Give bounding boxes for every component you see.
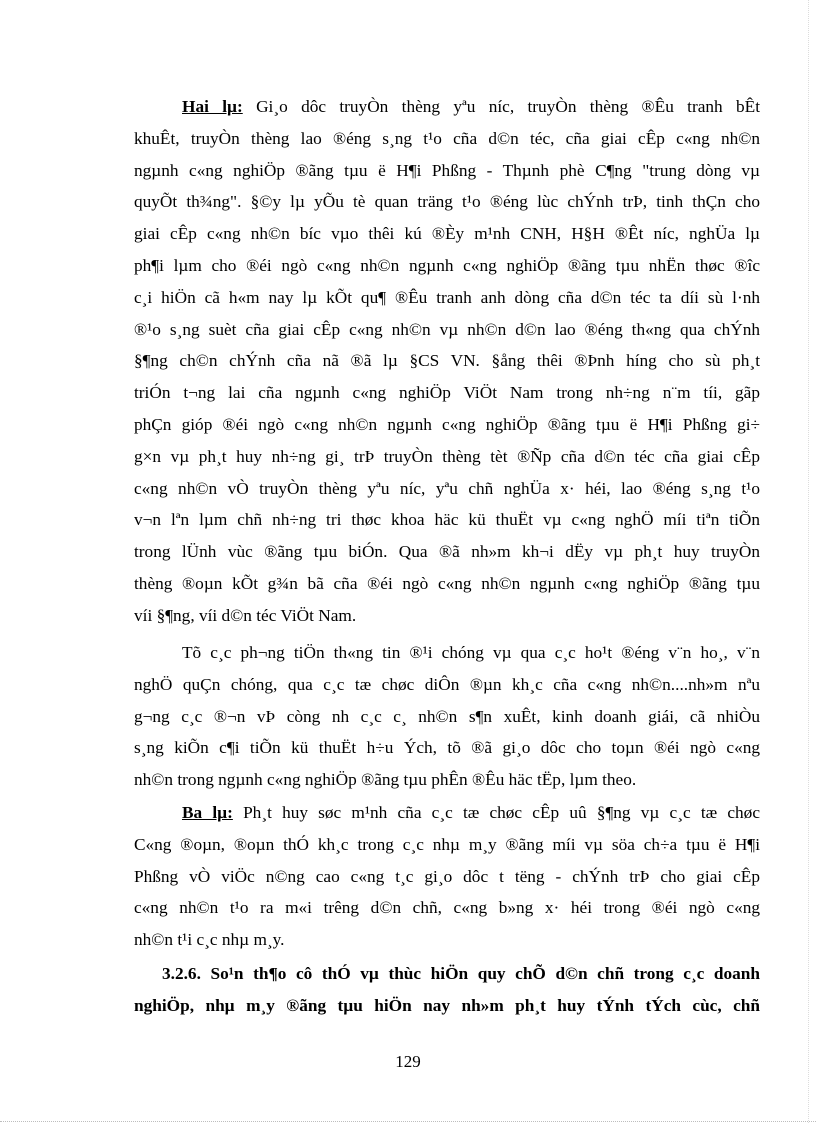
paragraph-line: c«ng nh©n vÒ truyÒn thèng yªu níc, yªu chñ nghÜa x· héi, lao ®éng s¸ng t¹o: [134, 478, 760, 498]
paragraph-line: ngµnh c«ng nghiÖp ®ãng tµu ë H¶i Phßng - Thµnh phè C¶ng "trung dòng vµ: [134, 160, 760, 180]
line-text: Gi¸o dôc truyÒn thèng yªu níc, truyÒn thèng ®Êu tranh bÊt: [242, 97, 760, 116]
paragraph-line: khuÊt, truyÒn thèng lao ®éng s¸ng t¹o cña d©n téc, cña giai cÊp c«ng nh©n: [134, 128, 760, 148]
lead-label: Hai lµ:: [182, 97, 243, 116]
paragraph-line: §¶ng ch©n chÝnh cña nã ®ã lµ §CS VN. §ång thêi ®Þnh híng cho sù ph¸t: [134, 351, 760, 371]
paragraph-line: [134, 91, 760, 123]
section-heading: [134, 958, 760, 1022]
paragraph-line: s¸ng kiÕn c¶i tiÕn kü thuËt h÷u Ých, tõ ®ã gi¸o dôc cho toµn ®éi ngò c«ng: [134, 738, 760, 758]
paragraph-line: quyÕt th¾ng". §©y lµ yÕu tè quan träng t¹o ®éng lùc chÝnh trÞ, tinh thÇn cho: [134, 192, 760, 212]
line-text: Ph¸t huy søc m¹nh cña c¸c tæ chøc cÊp uû §¶ng vµ c¸c tæ chøc: [232, 803, 760, 822]
paragraph-line: Phßng vÒ viÖc n©ng cao c«ng t¸c gi¸o dôc t tëng - chÝnh trÞ cho giai cÊp: [134, 866, 760, 886]
paragraph-hai-la: [134, 91, 760, 632]
page-right-divider: [808, 0, 809, 1123]
paragraph-ba-la: [134, 797, 760, 956]
paragraph-line: ph¶i lµm cho ®éi ngò c«ng nh©n ngµnh c«ng nghiÖp ®ãng tµu nhËn thøc ®îc: [134, 255, 760, 275]
paragraph-line: Tõ c¸c ph¬ng tiÖn th«ng tin ®¹i chóng vµ qua c¸c ho¹t ®éng v¨n ho¸, v¨n: [182, 643, 760, 662]
paragraph-line: g×n vµ ph¸t huy nh÷ng gi¸ trÞ truyÒn thèng tèt ®Ñp cña d©n téc cña giai cÊp: [134, 446, 760, 466]
paragraph-media: [134, 637, 760, 796]
paragraph-line: phÇn gióp ®éi ngò c«ng nh©n ngµnh c«ng nghiÖp ®ãng tµu ë H¶i Phßng gi÷: [134, 414, 760, 434]
paragraph-line: g¬ng c¸c ®¬n vÞ còng nh c¸c c¸ nh©n s¶n xuÊt, kinh doanh giái, cã nhiÒu: [134, 706, 760, 726]
paragraph-line: nh©n trong ngµnh c«ng nghiÖp ®ãng tµu phÊn ®Êu häc tËp, lµm theo.: [134, 770, 637, 790]
paragraph-line: [134, 797, 760, 829]
paragraph-line: giai cÊp c«ng nh©n bíc vµo thêi kú ®Èy m¹nh CNH, H§H ®Êt níc, nghÜa lµ: [134, 224, 760, 244]
paragraph-line: thèng ®oµn kÕt g¾n bã cña ®éi ngò c«ng nh©n ngµnh c«ng nghiÖp ®ãng tµu: [134, 573, 760, 593]
paragraph-line: nghÖ quÇn chóng, qua c¸c tæ chøc diÔn ®µn kh¸c cña c«ng nh©n....nh»m nªu: [134, 674, 760, 694]
paragraph-line: C«ng ®oµn, ®oµn thÓ kh¸c trong c¸c nhµ m¸y ®ãng míi vµ söa ch÷a tµu ë H¶i: [134, 834, 760, 854]
heading-line: nghiÖp, nhµ m¸y ®ãng tµu hiÖn nay nh»m ph¸t huy tÝnh tÝch cùc, chñ: [134, 995, 760, 1015]
paragraph-line: c¸i hiÖn cã h«m nay lµ kÕt qu¶ ®Êu tranh anh dòng cña d©n téc ta díi sù l·nh: [134, 287, 760, 307]
page-number: 129: [395, 1052, 421, 1071]
lead-label: Ba lµ:: [182, 803, 233, 822]
paragraph-line: c«ng nh©n t¹o ra m«i trêng d©n chñ, c«ng b»ng x· héi trong ®éi ngò c«ng: [134, 898, 760, 918]
page-bottom-divider: [0, 1121, 816, 1122]
paragraph-line: ®¹o s¸ng suèt cña giai cÊp c«ng nh©n vµ nh©n d©n lao ®éng th«ng qua chÝnh: [134, 319, 760, 339]
paragraph-line: víi §¶ng, víi d©n téc ViÖt Nam.: [134, 605, 357, 625]
heading-line: 3.2.6. So¹n th¶o cô thÓ vµ thùc hiÖn quy chÕ d©n chñ trong c¸c doanh: [162, 964, 760, 983]
paragraph-line: trong lÜnh vùc ®ãng tµu biÓn. Qua ®ã nh»m kh¬i dËy vµ ph¸t huy truyÒn: [134, 542, 760, 562]
paragraph-line: triÓn t¬ng lai cña ngµnh c«ng nghiÖp ViÖt Nam trong nh÷ng n¨m tíi, gãp: [134, 383, 760, 403]
paragraph-line: v¬n lªn lµm chñ nh÷ng tri thøc khoa häc kü thuËt vµ c«ng nghÖ míi tiªn tiÕn: [134, 510, 760, 530]
paragraph-line: nh©n t¹i c¸c nhµ m¸y.: [134, 930, 285, 950]
